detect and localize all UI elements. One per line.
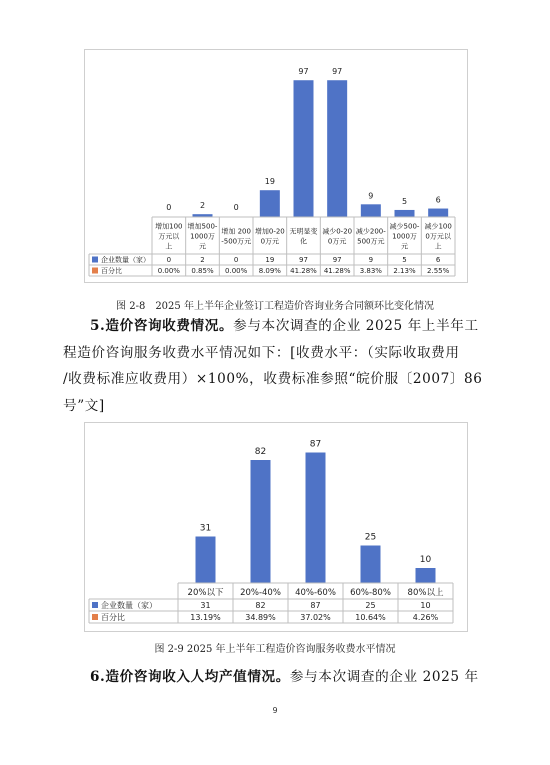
category-label-8-0: 减少100 bbox=[424, 222, 452, 231]
category-label-1-2: 元 bbox=[199, 242, 206, 251]
section-5-line-1 bbox=[63, 313, 503, 340]
bar-value-label-5: 97 bbox=[332, 67, 343, 77]
table-cell-0-5: 97 bbox=[332, 256, 342, 264]
section-5-line-3: /收费标准应收费用）×100%，收费标准参照“皖价服〔2007〕86 bbox=[63, 371, 483, 387]
figure-caption-2-9: 图 2-9 2025 年上半年工程造价咨询服务收费水平情况 bbox=[154, 644, 396, 655]
category-label-3-0: 增加0-20 bbox=[254, 227, 285, 236]
category-label-4-0: 无明显变 bbox=[289, 227, 318, 236]
table-cell-1-6: 3.83% bbox=[359, 267, 382, 275]
category-label-0-0: 20%以下 bbox=[187, 588, 224, 598]
table-cell-0-4: 97 bbox=[299, 256, 308, 264]
category-label-6-0: 减少200- bbox=[355, 227, 386, 236]
section-5-line-2: 程造价咨询服务收费水平情况如下：[收费水平：（实际收取费用 bbox=[63, 344, 460, 361]
table-cell-0-6: 9 bbox=[368, 256, 374, 264]
category-label-2-1: -500万元 bbox=[221, 237, 252, 246]
section-5-heading: 5.造价咨询收费情况。 bbox=[90, 318, 234, 334]
category-label-7-0: 减少500- bbox=[389, 222, 420, 231]
bar-value-label-8: 6 bbox=[435, 195, 441, 205]
table-cell-0-1: 82 bbox=[255, 601, 266, 610]
legend-swatch-0 bbox=[92, 602, 98, 608]
table-cell-1-8: 2.55% bbox=[427, 267, 450, 275]
legend-swatch-0 bbox=[92, 257, 98, 263]
contract-change-chart-svg bbox=[85, 50, 467, 282]
bar-8 bbox=[428, 209, 448, 217]
bar-value-label-6: 9 bbox=[368, 191, 374, 201]
bar-value-label-0: 0 bbox=[166, 203, 172, 212]
category-label-2-0: 40%-60% bbox=[295, 588, 336, 598]
bar-value-label-3: 25 bbox=[364, 532, 377, 543]
section-6-paragraph bbox=[63, 664, 503, 691]
category-label-2-0: 增加 200 bbox=[221, 227, 251, 236]
category-label-7-2: 元 bbox=[401, 242, 408, 251]
section-5-line-4: 号”文] bbox=[63, 397, 105, 414]
bar-value-label-2: 87 bbox=[309, 439, 322, 450]
table-cell-1-3: 10.64% bbox=[355, 613, 386, 622]
bar-3 bbox=[361, 546, 381, 584]
category-label-0-1: 万元以 bbox=[158, 232, 180, 241]
section-5-paragraph bbox=[63, 313, 503, 419]
category-label-6-1: 500万元 bbox=[357, 237, 385, 246]
table-cell-0-2: 87 bbox=[310, 601, 321, 610]
bar-6 bbox=[361, 204, 381, 217]
category-label-4-0: 80%以上 bbox=[407, 588, 444, 598]
table-cell-1-0: 13.19% bbox=[190, 613, 221, 622]
table-cell-0-2: 0 bbox=[233, 256, 239, 264]
bar-value-label-1: 82 bbox=[254, 447, 267, 457]
table-cell-1-2: 0.00% bbox=[225, 267, 248, 275]
table-cell-0-3: 25 bbox=[365, 601, 376, 610]
table-cell-1-5: 41.28% bbox=[323, 267, 351, 275]
contract-change-chart bbox=[84, 49, 468, 283]
table-cell-1-0: 0.00% bbox=[157, 267, 180, 275]
legend-label-0: 企业数量（家） bbox=[101, 601, 157, 610]
category-label-3-1: 0万元 bbox=[260, 237, 280, 246]
page-number: 9 bbox=[272, 706, 278, 715]
bar-value-label-1: 2 bbox=[199, 201, 206, 211]
bar-value-label-4: 97 bbox=[298, 67, 309, 77]
legend-swatch-1 bbox=[92, 268, 98, 274]
legend-label-0: 企业数量（家） bbox=[101, 256, 150, 264]
fee-level-chart bbox=[84, 422, 468, 632]
category-label-0-2: 上 bbox=[165, 242, 173, 251]
category-label-5-1: 0万元 bbox=[327, 237, 347, 246]
table-cell-1-4: 41.28% bbox=[290, 267, 317, 275]
bar-3 bbox=[260, 190, 280, 217]
legend-label-1: 百分比 bbox=[101, 613, 125, 622]
section-5-text-1: 参与本次调查的企业 2025 年上半年工 bbox=[233, 318, 479, 334]
bar-value-label-2: 0 bbox=[233, 203, 239, 212]
bar-4 bbox=[294, 80, 314, 217]
bar-value-label-0: 31 bbox=[199, 523, 212, 534]
category-label-1-1: 1000万 bbox=[190, 232, 215, 241]
bar-7 bbox=[395, 210, 415, 217]
legend-label-1: 百分比 bbox=[101, 267, 122, 275]
legend-swatch-1 bbox=[92, 614, 98, 620]
table-cell-0-7: 5 bbox=[402, 256, 407, 264]
bar-2 bbox=[306, 453, 326, 584]
category-label-7-1: 1000万 bbox=[392, 232, 417, 241]
category-label-8-2: 上 bbox=[434, 242, 442, 251]
bar-value-label-7: 5 bbox=[401, 196, 408, 206]
table-cell-0-0: 31 bbox=[200, 601, 211, 610]
table-cell-0-8: 6 bbox=[435, 256, 441, 264]
table-cell-0-0: 0 bbox=[166, 256, 172, 264]
table-cell-0-3: 19 bbox=[265, 256, 275, 264]
bar-value-label-3: 19 bbox=[264, 177, 275, 187]
table-cell-0-4: 10 bbox=[420, 601, 431, 610]
section-6-text-1: 参与本次调查的企业 2025 年 bbox=[289, 669, 479, 685]
bar-4 bbox=[416, 568, 436, 583]
table-cell-1-3: 8.09% bbox=[258, 267, 281, 275]
section-6-heading: 6.造价咨询收入人均产值情况。 bbox=[90, 669, 290, 685]
table-cell-1-4: 4.26% bbox=[412, 613, 439, 622]
category-label-0-0: 增加100 bbox=[155, 222, 183, 231]
category-label-4-1: 化 bbox=[300, 237, 307, 246]
category-label-5-0: 减少0-20 bbox=[322, 227, 353, 236]
category-label-3-0: 60%-80% bbox=[350, 588, 391, 598]
bar-5 bbox=[327, 80, 347, 217]
fee-level-chart-svg bbox=[85, 423, 467, 631]
section-6-line-1 bbox=[63, 664, 503, 691]
bar-1 bbox=[251, 460, 271, 583]
table-cell-0-1: 2 bbox=[200, 256, 205, 264]
category-label-1-0: 20%-40% bbox=[240, 588, 281, 598]
table-cell-1-7: 2.13% bbox=[393, 267, 416, 275]
category-label-8-1: 0万元以 bbox=[425, 232, 451, 241]
table-cell-1-2: 37.02% bbox=[300, 613, 331, 622]
table-cell-1-1: 0.85% bbox=[191, 267, 214, 275]
bar-value-label-4: 10 bbox=[419, 555, 432, 565]
figure-caption-2-8: 图 2-8 2025 年上半年企业签订工程造价咨询业务合同额环比变化情况 bbox=[116, 301, 434, 312]
category-label-1-0: 增加500- bbox=[187, 222, 218, 231]
table-cell-1-1: 34.89% bbox=[245, 613, 276, 622]
bar-0 bbox=[196, 537, 216, 584]
